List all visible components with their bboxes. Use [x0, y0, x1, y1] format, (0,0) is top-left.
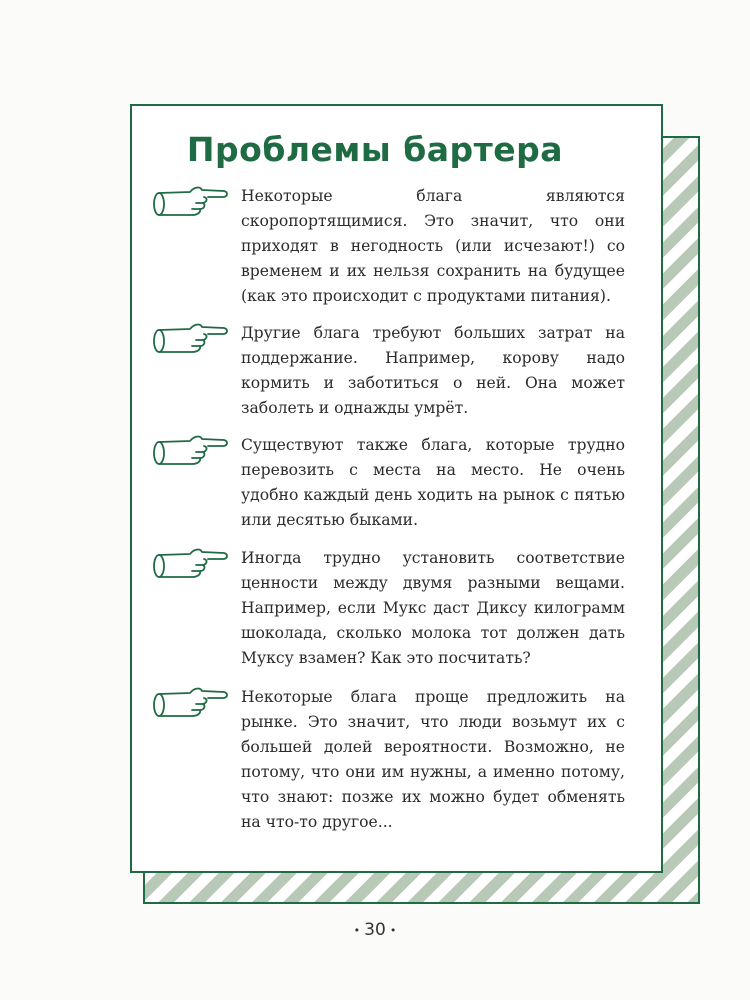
page-number: [0, 920, 750, 940]
item-text: Другие блага требуют больших затрат на поддержание. Например, корову надо кормить и заботиться о ней. Она может заболеть и однажды умрёт.: [241, 324, 625, 417]
page-number-value: 30: [364, 920, 386, 940]
pointing-hand-icon: [152, 319, 232, 363]
item-text: Существуют также блага, которые трудно перевозить с места на место. Не очень удобно каждый день ходить на рынок с пятью или десятью быками.: [241, 436, 625, 529]
item-text: Некоторые блага являются скоропортящимися. Это значит, что они приходят в негодность (или исчезают!) со временем и их нельзя сохранить на будущее (как это происходит с продуктами питания).: [241, 187, 625, 305]
pointing-hand-icon: [152, 683, 232, 727]
pointing-hand-icon: [152, 431, 232, 475]
item-text: Некоторые блага проще предложить на рынке. Это значит, что люди возьмут их с большей долей вероятности. Возможно, не потому, что они им нужны, а именно потому, что знают: позже их можно будет обменять на что-то другое...: [241, 688, 625, 831]
pointing-hand-icon: [152, 182, 232, 226]
bullet-dot-right: •: [389, 923, 397, 937]
pointing-hand-icon: [152, 544, 232, 588]
page-title: Проблемы бартера: [186, 130, 564, 169]
item-text: Иногда трудно установить соответствие ценности между двумя разными вещами. Например, если Мукс даст Диксу килограмм шоколада, сколько молока тот должен дать Муксу взамен? Как это посчитать?: [241, 549, 625, 667]
bullet-dot-left: •: [353, 923, 361, 937]
